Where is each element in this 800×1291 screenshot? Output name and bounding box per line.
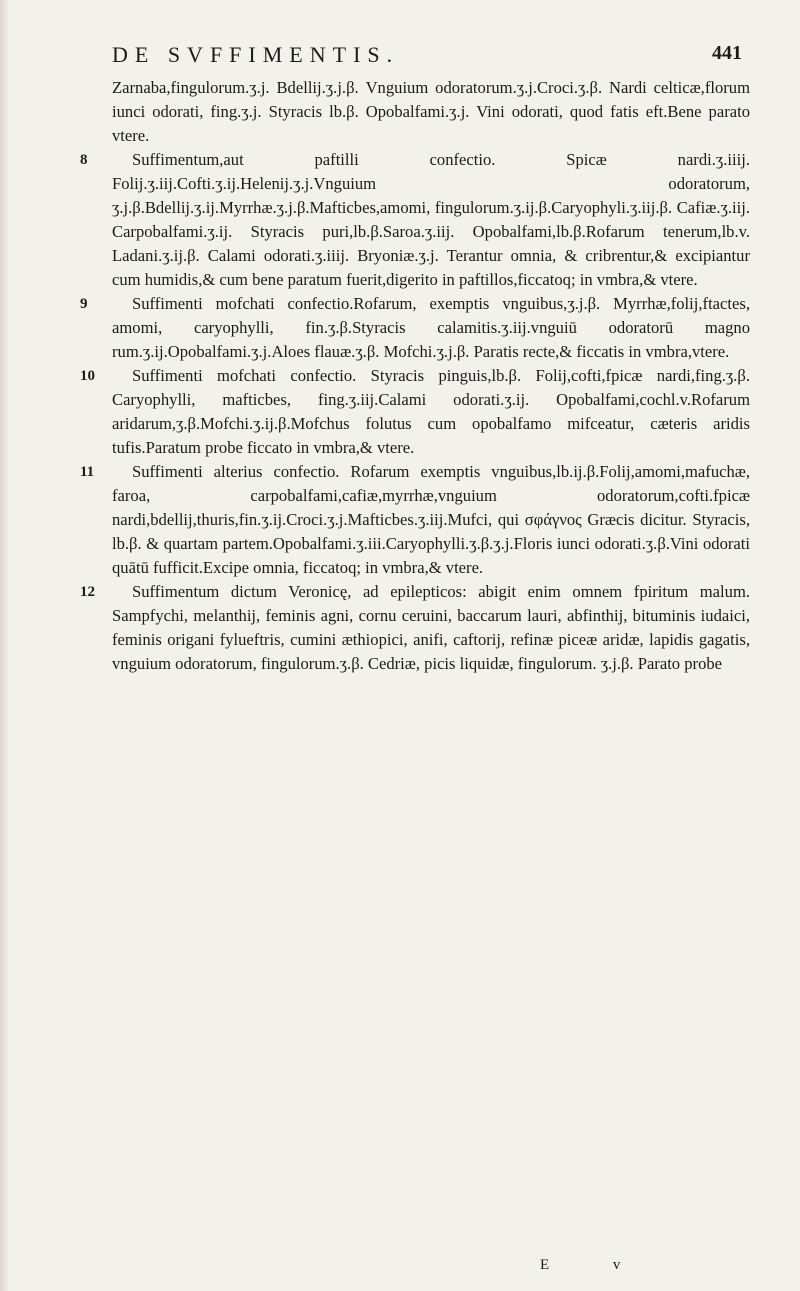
page-header [112, 42, 760, 66]
body-text [80, 76, 750, 676]
marginal-number: 10 [80, 368, 95, 384]
paragraph-text: Suffimenti mofchati confectio. Styracis pinguis,lb.β. Folij,cofti,fpicæ nardi,fing.ʒ.β. Caryophylli, mafticbes, fing.ʒ.iij.Calami odorati.ʒ.ij. Opobalfami,cochl.v.Rofarum aridarum,ʒ.β.Mofchi.ʒ.ij.β.Mofchus folutus cum opobalfamo mifceatur, cæteris aridis tufis.Paratum probe ficcato in vmbra,& vtere. [112, 366, 750, 457]
catchword-signature: E v [540, 1257, 651, 1273]
paragraph-text: Suffimenti alterius confectio. Rofarum exemptis vnguibus,lb.ij.β.Folij,amomi,mafuchæ, faroa, carpobalfami,cafiæ,myrrhæ,vnguium odoratorum,cofti.fpicæ nardi,bdellij,thuris,fin.ʒ.ij.Croci.ʒ.j.Mafticbes.ʒ.iij.Mufci, qui σφάγνος Græcis dicitur. Styracis, lb.β. & quartam partem.Opobalfami.ʒ.iii.Caryophylli.ʒ.β.ʒ.j.Floris iunci odorati.ʒ.β.Vini odorati quātū fufficit.Excipe omnia, ficcatoq; in vmbra,& vtere. [112, 462, 750, 577]
recipe-paragraph-12 [80, 580, 750, 676]
page-number: 441 [712, 42, 742, 64]
marginal-number: 9 [80, 296, 88, 312]
recipe-paragraph-11 [80, 460, 750, 580]
recipe-paragraph-8 [80, 148, 750, 292]
marginal-number: 8 [80, 152, 88, 168]
paragraph-text: Suffimentum,aut paftilli confectio. Spicæ nardi.ʒ.iiij. Folij.ʒ.iij.Cofti.ʒ.ij.Helenij.ʒ.j.Vnguium odoratorum, ʒ.j.β.Bdellij.ʒ.ij.Myrrhæ.ʒ.j.β.Mafticbes,amomi, fingulorum.ʒ.ij.β.Caryophyli.ʒ.iij.β. Cafiæ.ʒ.iij. Carpobalfami.ʒ.ij. Styracis puri,lb.β.Saroa.ʒ.iij. Opobalfami,lb.β.Rofarum tenerum,lb.v. Ladani.ʒ.ij.β. Calami odorati.ʒ.iiij. Bryoniæ.ʒ.j. Terantur omnia, & cribrentur,& excipiantur cum humidis,& cum bene paratum fuerit,digerito in paftillos,ficcatoq; in vmbra,& vtere. [112, 150, 750, 289]
recipe-paragraph-10 [80, 364, 750, 460]
paragraph-continuation [112, 76, 750, 148]
marginal-number: 11 [80, 464, 95, 480]
page-gutter-edge [0, 0, 10, 1291]
recipe-paragraph-9 [80, 292, 750, 364]
paragraph-text: Suffimenti mofchati confectio.Rofarum, exemptis vnguibus,ʒ.j.β. Myrrhæ,folij,ftactes, amomi, caryophylli, fin.ʒ.β.Styracis calamitis.ʒ.iij.vnguiū odoratorū magno rum.ʒ.ij.Opobalfami.ʒ.j.Aloes flauæ.ʒ.β. Mofchi.ʒ.j.β. Paratis recte,& ficcatis in vmbra,vtere. [112, 294, 750, 361]
marginal-number: 12 [80, 584, 95, 600]
paragraph-text: Zarnaba,fingulorum.ʒ.j. Bdellij.ʒ.j.β. Vnguium odoratorum.ʒ.j.Croci.ʒ.β. Nardi celticæ,florum iunci odorati, fing.ʒ.j. Styracis lb.β. Opobalfami.ʒ.j. Vini odorati, quod fatis eft.Bene parato vtere. [112, 78, 750, 145]
paragraph-text: Suffimentum dictum Veronicę, ad epilepticos: abigit enim omnem fpiritum malum. Sampfychi, melanthij, feminis agni, cornu ceruini, baccarum lauri, abfinthij, bituminis iudaici, feminis origani fylueftris, cumini æthiopici, anifi, caftorij, refinæ piceæ aridæ, lapidis gagatis, vnguium odoratorum, fingulorum.ʒ.β. Cedriæ, picis liquidæ, fingulorum. ʒ.j.β. Parato probe [112, 582, 750, 673]
running-head: DE SVFFIMENTIS. [112, 42, 400, 67]
